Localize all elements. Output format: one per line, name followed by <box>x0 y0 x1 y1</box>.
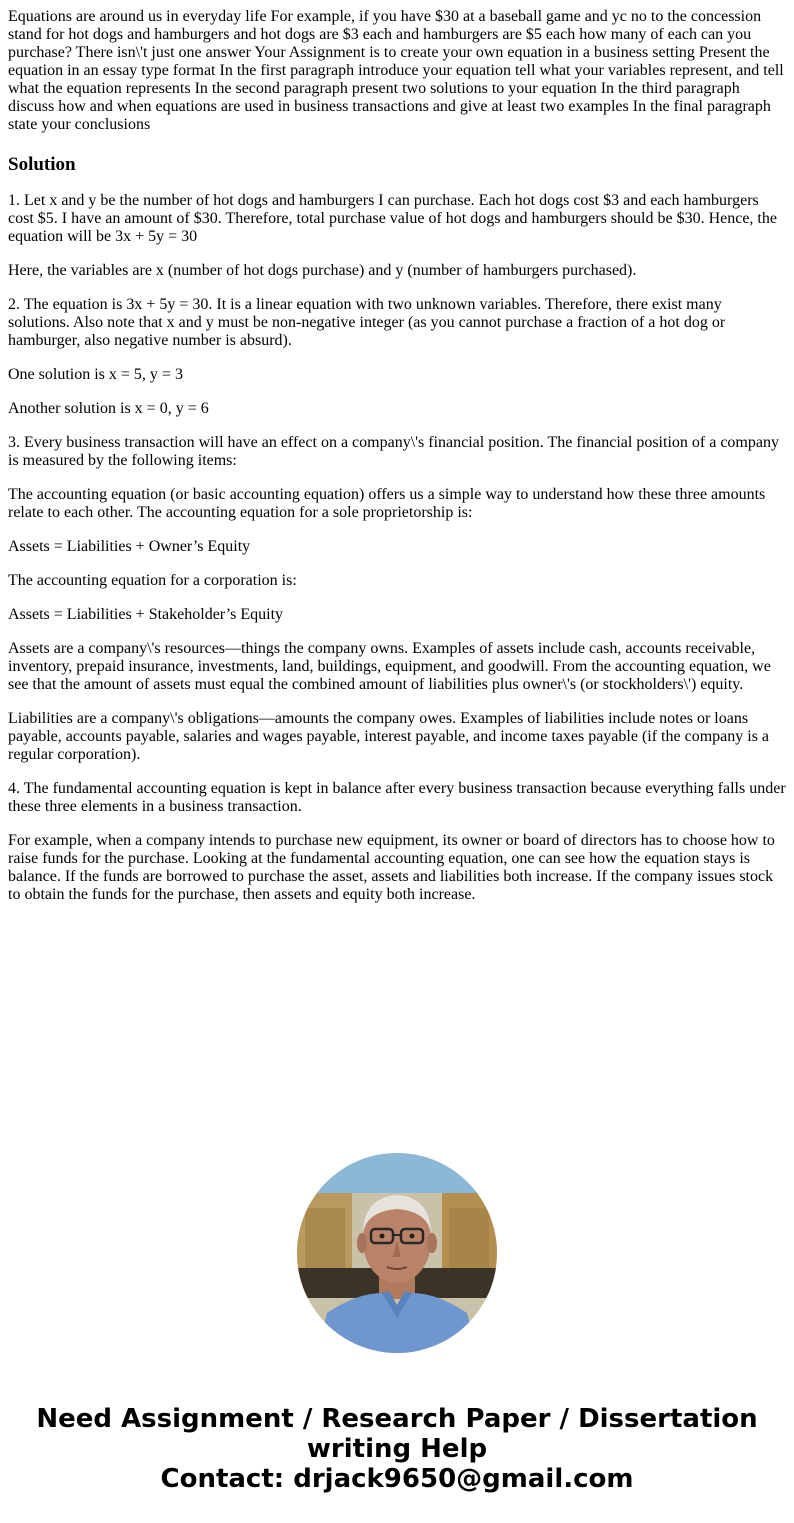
solution-paragraph: The accounting equation for a corporation is: <box>8 572 297 589</box>
solution-paragraph: The accounting equation (or basic accounting equation) offers us a simple way to understand how these three amounts relate to each other. The accounting equation for a sole proprietorship is: <box>8 486 766 521</box>
contact-email: Contact: drjack9650@gmail.com <box>160 1464 634 1494</box>
solution-paragraph: 1. Let x and y be the number of hot dogs and hamburgers I can purchase. Each hot dogs cost $3 and each hamburgers cost $5. I have an amount of $30. Therefore, total purchase value of hot dogs and hamburgers should be $30. Hence, the equation will be 3x + 5y = 30 <box>8 192 777 245</box>
contact-banner-line: writing Help <box>306 1434 488 1464</box>
contact-banner <box>0 1404 794 1494</box>
solution-paragraph: 2. The equation is 3x + 5y = 30. It is a linear equation with two unknown variables. Therefore, there exist many solutions. Also note that x and y must be non-negative integer (as you cannot purchase a fraction of a hot dog or hamburger, also negative number is absurd). <box>8 296 726 349</box>
solution-paragraph: One solution is x = 5, y = 3 <box>8 366 183 383</box>
solution-heading: Solution <box>8 154 76 175</box>
solution-paragraph: Assets are a company\'s resources—things the company owns. Examples of assets include cash, accounts receivable, inventory, prepaid insurance, investments, land, buildings, equipment, and goodwill. From the accounting equation, we see that the amount of assets must equal the combined amount of liabilities plus owner\'s (or stockholders\') equity. <box>8 640 771 693</box>
contact-banner-line: Need Assignment / Research Paper / Dissertation <box>36 1404 758 1434</box>
solution-paragraph: For example, when a company intends to purchase new equipment, its owner or board of directors has to choose how to raise funds for the purchase. Looking at the fundamental accounting equation, one can see how the equation stays is balance. If the funds are borrowed to purchase the asset, assets and liabilities both increase. If the company issues stock to obtain the funds for the purchase, then assets and equity both increase. <box>8 832 775 903</box>
question-text: Equations are around us in everyday life For example, if you have $30 at a baseball game and yc no to the concession stand for hot dogs and hamburgers and hot dogs are $3 each and hamburgers are $5 each how many of each can you purchase? There isn\'t just one answer Your Assignment is to create your own equation in a business setting Present the equation in an essay type format In the first paragraph introduce your equation tell what your variables represent, and tell what the equation represents In the second paragraph present two solutions to your equation In the third paragraph discuss how and when equations are used in business transactions and give at least two examples In the final paragraph state your conclusions <box>8 8 784 133</box>
author-avatar <box>297 1153 497 1353</box>
solution-paragraph: 3. Every business transaction will have an effect on a company\'s financial position. The financial position of a company is measured by the following items: <box>8 434 779 469</box>
solution-body <box>8 192 786 904</box>
solution-paragraph: 4. The fundamental accounting equation is kept in balance after every business transaction because everything falls under these three elements in a business transaction. <box>8 780 786 815</box>
author-photo <box>297 1153 497 1353</box>
document-body <box>8 8 786 920</box>
solution-paragraph: Another solution is x = 0, y = 6 <box>8 400 209 417</box>
solution-paragraph: Assets = Liabilities + Stakeholder’s Equity <box>8 606 284 623</box>
solution-paragraph: Liabilities are a company\'s obligations—amounts the company owes. Examples of liabilities include notes or loans payable, accounts payable, salaries and wages payable, interest payable, and income taxes payable (if the company is a regular corporation). <box>8 710 770 763</box>
solution-paragraph: Here, the variables are x (number of hot dogs purchase) and y (number of hamburgers purchased). <box>8 262 637 279</box>
solution-paragraph: Assets = Liabilities + Owner’s Equity <box>8 538 251 555</box>
